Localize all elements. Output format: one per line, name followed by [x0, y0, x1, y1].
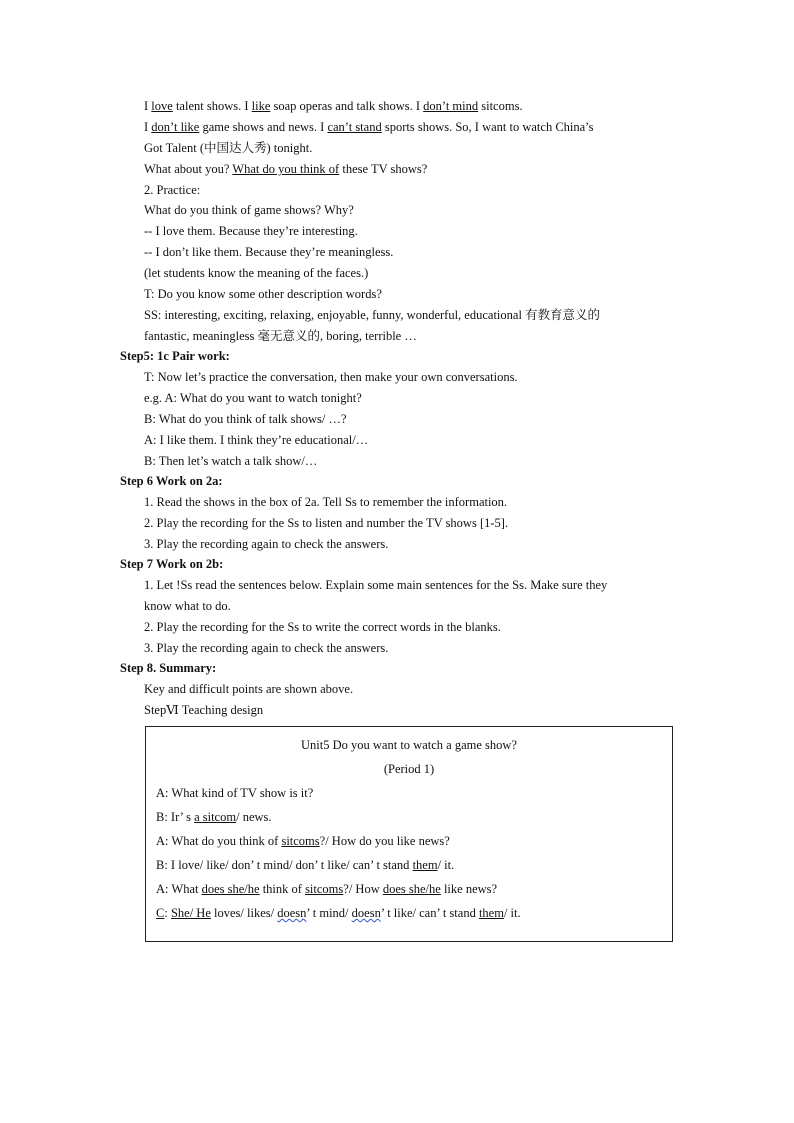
practice-question: What do you think of game shows? Why? — [144, 203, 354, 217]
practice-answer-2: -- I don’t like them. Because they’re meaningless. — [144, 245, 394, 259]
teaching-design-box — [145, 726, 673, 942]
paragraph-preferences-2: I don’t like game shows and news. I can’t stand sports shows. So, I want to watch China’s — [144, 120, 594, 134]
design-line-6: C: She/ He loves/ likes/ doesn’ t mind/ doesn’ t like/ can’ t stand them/ it. — [156, 906, 521, 920]
step8-line: Key and difficult points are shown above. — [144, 682, 354, 696]
step7-line: 1. Let !Ss read the sentences below. Explain some main sentences for the Ss. Make sure they — [144, 578, 608, 592]
practice-heading: 2. Practice: — [144, 183, 201, 197]
practice-note: (let students know the meaning of the faces.) — [144, 266, 369, 280]
step6-line: 1. Read the shows in the box of 2a. Tell Ss to remember the information. — [144, 495, 508, 509]
step6-line: 3. Play the recording again to check the answers. — [144, 537, 389, 551]
design-period: (Period 1) — [383, 762, 435, 776]
teaching-design-heading: StepⅥ Teaching design — [144, 703, 264, 717]
paragraph-what-about-you: What about you? What do you think of these TV shows? — [144, 162, 428, 176]
step7-line: 2. Play the recording for the Ss to write the correct words in the blanks. — [144, 620, 501, 634]
paragraph-preferences-1: I love talent shows. I like soap operas and talk shows. I don’t mind sitcoms. — [144, 99, 523, 113]
students-words-2: fantastic, meaningless 毫无意义的, boring, terrible … — [144, 329, 417, 343]
step5-heading: Step5: 1c Pair work: — [120, 349, 230, 363]
step5-line: B: What do you think of talk shows/ …? — [144, 412, 347, 426]
design-line-5: A: What does she/he think of sitcoms?/ How does she/he like news? — [156, 882, 498, 896]
step5-line: A: I like them. I think they’re educational/… — [144, 433, 369, 447]
step8-heading: Step 8. Summary: — [120, 661, 217, 675]
step6-heading: Step 6 Work on 2a: — [120, 474, 223, 488]
students-words-1: SS: interesting, exciting, relaxing, enjoyable, funny, wonderful, educational 有教育意义的 — [144, 308, 601, 322]
practice-answer-1: -- I love them. Because they’re interesting. — [144, 224, 358, 238]
step5-line: T: Now let’s practice the conversation, then make your own conversations. — [144, 370, 518, 384]
design-line-1: A: What kind of TV show is it? — [156, 786, 314, 800]
design-line-4: B: I love/ like/ don’ t mind/ don’ t like/ can’ t stand them/ it. — [156, 858, 455, 872]
step6-line: 2. Play the recording for the Ss to listen and number the TV shows [1-5]. — [144, 516, 509, 530]
step7-heading: Step 7 Work on 2b: — [120, 557, 224, 571]
design-title: Unit5 Do you want to watch a game show? — [301, 738, 517, 752]
design-line-3: A: What do you think of sitcoms?/ How do you like news? — [156, 834, 450, 848]
step7-line: 3. Play the recording again to check the answers. — [144, 641, 389, 655]
teacher-question: T: Do you know some other description words? — [144, 287, 382, 301]
step7-line: know what to do. — [144, 599, 231, 613]
paragraph-got-talent: Got Talent (中国达人秀) tonight. — [144, 141, 313, 155]
step5-line: B: Then let’s watch a talk show/… — [144, 454, 318, 468]
design-line-2: B: Ir’ s a sitcom/ news. — [156, 810, 272, 824]
step5-line: e.g. A: What do you want to watch tonight? — [144, 391, 362, 405]
